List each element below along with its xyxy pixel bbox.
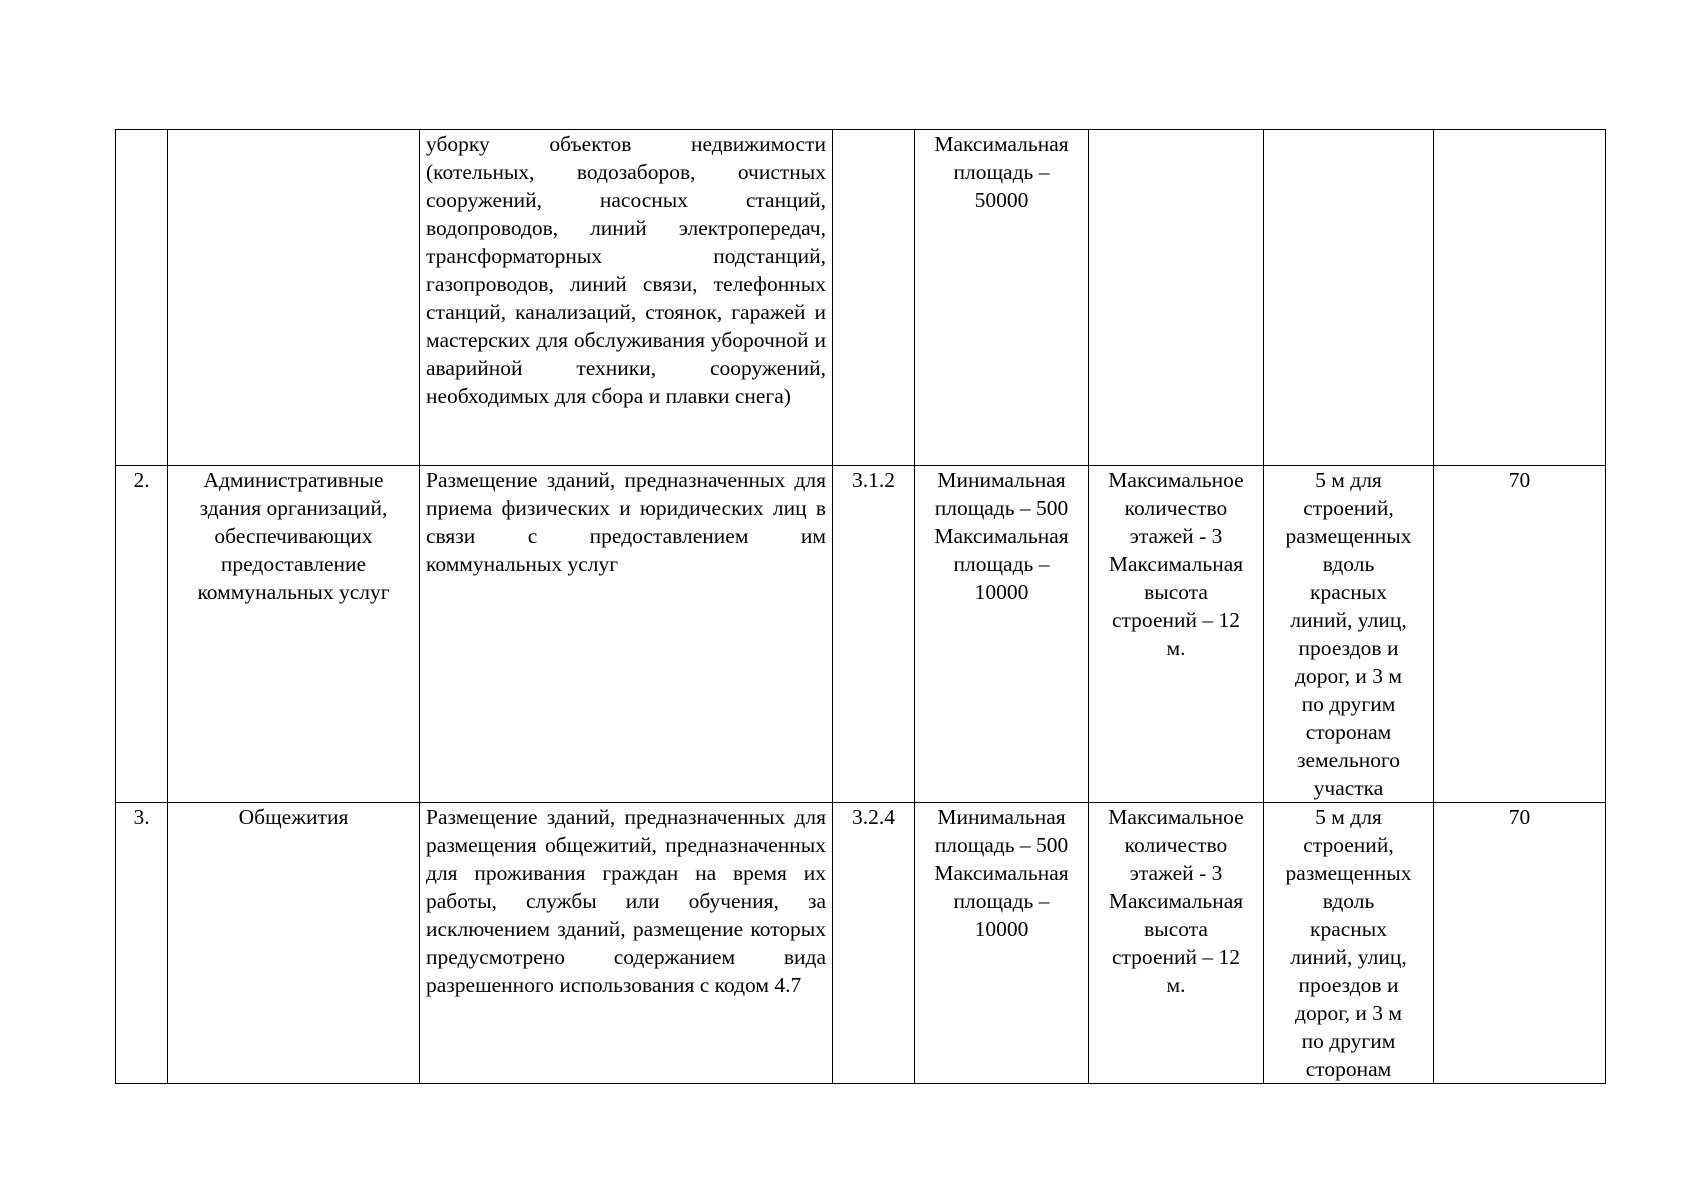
cell-line: строений, <box>1303 496 1394 520</box>
cell-line: 5 м для <box>1315 805 1382 829</box>
cell-line: Административные <box>203 468 384 492</box>
cell-line: 10000 <box>974 580 1029 604</box>
cell-line: предоставление <box>220 552 367 576</box>
use-description: Размещение зданий, предназначенных для приема физических и юридических лиц в связи с предоставлением им коммунальных услуг <box>420 466 833 803</box>
cell-line: этажей - 3 <box>1129 524 1223 548</box>
cell-line: площадь – <box>953 160 1050 184</box>
plot-area-limits <box>915 803 1089 1084</box>
cell-line: линий, улиц, <box>1290 608 1407 632</box>
cell-line: участка <box>1313 776 1384 800</box>
cell-line: строений – 12 <box>1111 945 1241 969</box>
cell-line: высота <box>1144 917 1208 941</box>
row-number: 3. <box>116 803 168 1084</box>
cell-line: вдоль <box>1322 552 1375 576</box>
use-code: 3.1.2 <box>833 466 915 803</box>
cell-line: здания организаций, <box>199 496 388 520</box>
cell-line: коммунальных услуг <box>197 580 390 604</box>
use-description: уборку объектов недвижимости (котельных, водозаборов, очистных сооружений, насосных станций, водопроводов, линий электропередач, трансформаторных подстанций, газопроводов, линий связи, телефонных станций, канализаций, стоянок, гаражей и мастерских для обслуживания уборочной и аварийной техники, сооружений, необходимых для сбора и плавки снега) <box>420 130 833 466</box>
cell-line: этажей - 3 <box>1129 861 1223 885</box>
table-row <box>116 803 1606 1084</box>
cell-line: размещенных <box>1285 861 1412 885</box>
cell-line: проездов и <box>1298 636 1399 660</box>
cell-line: дорог, и 3 м <box>1295 664 1402 688</box>
cell-line: строений, <box>1303 833 1394 857</box>
setback-limits <box>1264 466 1434 803</box>
cell-line: Общежития <box>238 805 349 829</box>
cell-line: количество <box>1124 833 1228 857</box>
setback-limits <box>1264 130 1434 466</box>
cell-line: красных <box>1310 917 1387 941</box>
use-name <box>168 466 420 803</box>
cell-line: красных <box>1310 580 1387 604</box>
cell-line: сторонам <box>1305 720 1392 744</box>
use-description: Размещение зданий, предназначенных для размещения общежитий, предназначенных для проживания граждан на время их работы, службы или обучения, за исключением зданий, размещение которых предусмотрено содержанием вида разрешенного использования с кодом 4.7 <box>420 803 833 1084</box>
cell-line: Максимальное <box>1108 468 1244 492</box>
use-name <box>168 803 420 1084</box>
cell-line: высота <box>1144 580 1208 604</box>
cell-line: линий, улиц, <box>1290 945 1407 969</box>
cell-line: земельного <box>1296 748 1400 772</box>
cell-line: дорог, и 3 м <box>1295 1001 1402 1025</box>
cell-line: м. <box>1166 636 1186 660</box>
coverage-percent <box>1434 130 1606 466</box>
coverage-percent: 70 <box>1434 466 1606 803</box>
cell-line: 10000 <box>974 917 1029 941</box>
cell-line: 5 м для <box>1315 468 1382 492</box>
setback-limits <box>1264 803 1434 1084</box>
cell-line: Максимальная <box>1108 552 1244 576</box>
floor-limits <box>1089 466 1264 803</box>
cell-line: Максимальная <box>934 861 1069 885</box>
use-code <box>833 130 915 466</box>
table-row <box>116 130 1606 466</box>
coverage-percent: 70 <box>1434 803 1606 1084</box>
cell-line: строений – 12 <box>1111 608 1241 632</box>
cell-line: количество <box>1124 496 1228 520</box>
cell-line: Максимальное <box>1108 805 1244 829</box>
cell-line: м. <box>1166 973 1186 997</box>
cell-line: обеспечивающих <box>214 524 373 548</box>
cell-line: площадь – <box>953 889 1050 913</box>
cell-line: площадь – <box>953 552 1050 576</box>
use-name <box>168 130 420 466</box>
floor-limits <box>1089 803 1264 1084</box>
land-use-table <box>115 129 1606 1084</box>
cell-line: Минимальная <box>937 805 1066 829</box>
cell-line: проездов и <box>1298 973 1399 997</box>
table-row <box>116 466 1606 803</box>
use-code: 3.2.4 <box>833 803 915 1084</box>
cell-line: размещенных <box>1285 524 1412 548</box>
cell-line: по другим <box>1301 1029 1396 1053</box>
cell-line: 50000 <box>974 188 1029 212</box>
cell-line: Максимальная <box>934 132 1069 156</box>
cell-line: площадь – 500 <box>934 496 1069 520</box>
floor-limits <box>1089 130 1264 466</box>
cell-line: по другим <box>1301 692 1396 716</box>
cell-line: Максимальная <box>934 524 1069 548</box>
plot-area-limits <box>915 130 1089 466</box>
cell-line: площадь – 500 <box>934 833 1069 857</box>
row-number: 2. <box>116 466 168 803</box>
cell-line: сторонам <box>1305 1057 1392 1081</box>
cell-line: Максимальная <box>1108 889 1244 913</box>
cell-line: Минимальная <box>937 468 1066 492</box>
row-number <box>116 130 168 466</box>
plot-area-limits <box>915 466 1089 803</box>
cell-line: вдоль <box>1322 889 1375 913</box>
